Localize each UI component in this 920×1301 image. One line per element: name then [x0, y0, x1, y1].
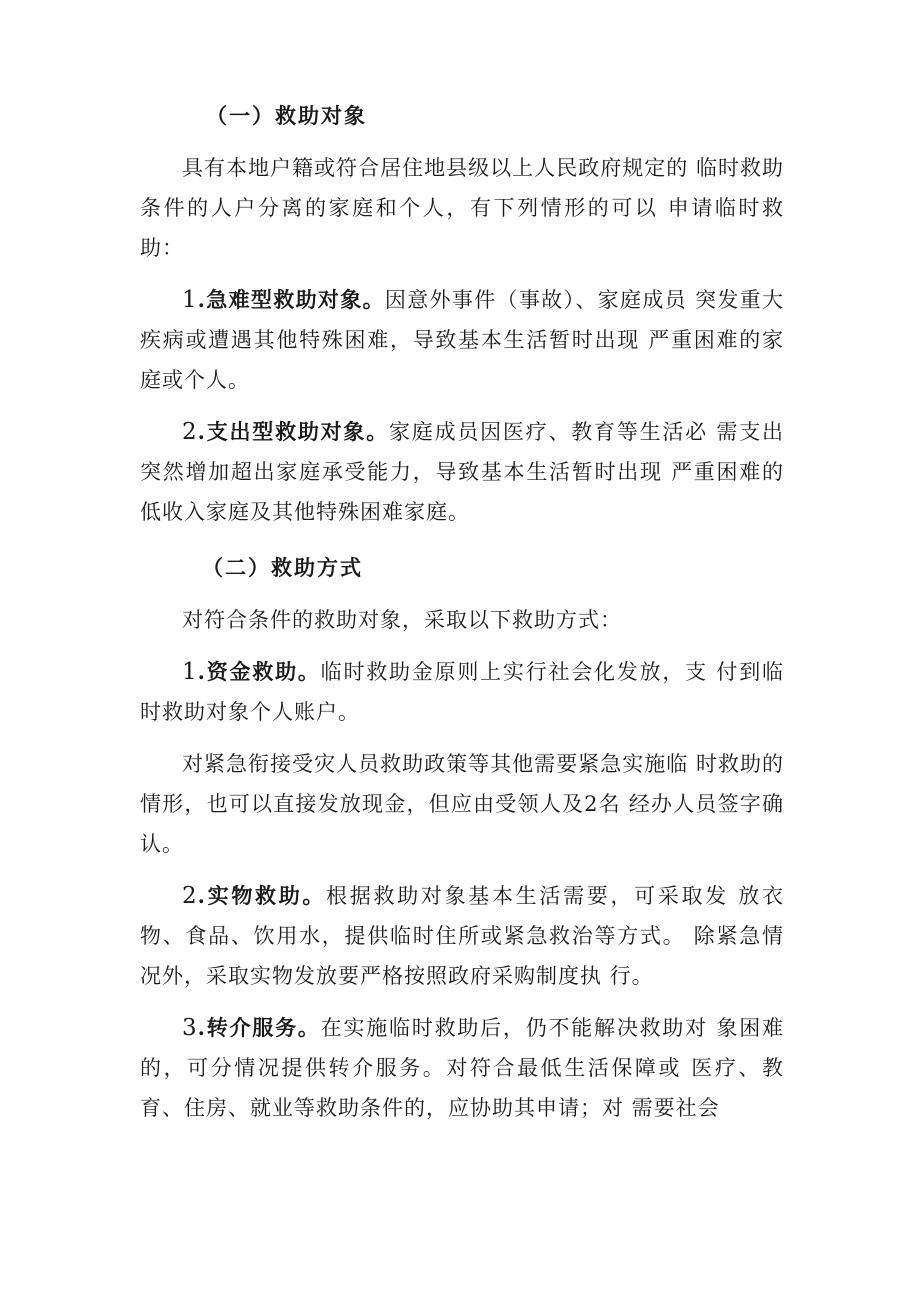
- paragraph-referral-service: [140, 1008, 784, 1128]
- item-text: 家庭成员因医疗、教育等生活必 需支出突然增加超出家庭承受能力，导致基本生活暂时出现 严重困难的低收入家庭及其他特殊困难家庭。: [140, 420, 784, 524]
- item-lead: [182, 419, 389, 444]
- item-title: .资金救助。: [197, 659, 321, 684]
- paragraph-methods-intro: 对符合条件的救助对象，采取以下救助方式：: [182, 608, 622, 632]
- item-lead: [182, 287, 385, 312]
- item-number: 2: [182, 419, 198, 445]
- item-number: 3: [182, 1015, 198, 1041]
- paragraph-cash-note: 对紧急衔接受灾人员救助政策等其他需要紧急实施临 时救助的情形，也可以直接发放现金，但应由受领人及2名 经办人员签字确认。: [140, 752, 784, 856]
- item-number: 1: [182, 287, 198, 313]
- item-lead: [182, 1015, 321, 1040]
- item-title: .急难型救助对象。: [197, 287, 385, 312]
- section-heading-methods: （二）救助方式: [202, 555, 363, 580]
- paragraph-in-kind-assistance: [140, 876, 784, 996]
- item-title: .支出型救助对象。: [197, 419, 389, 444]
- item-lead: [182, 659, 321, 684]
- item-text: 在实施临时救助后，仍不能解决救助对 象困难的，可分情况提供转介服务。对符合最低生活保障或 医疗、教育、住房、就业等救助条件的，应协助其申请；对 需要社会: [140, 1016, 784, 1120]
- item-text: 临时救助金原则上实行社会化发放，支 付到临时救助对象个人账户。: [140, 660, 784, 724]
- paragraph-emergency-type: [140, 280, 784, 400]
- paragraph-expenditure-type: [140, 412, 784, 532]
- item-text: 根据救助对象基本生活需要，可采取发 放衣物、食品、饮用水，提供临时住所或紧急救治等方式。 除紧急情况外，采取实物发放要严格按照政府采购制度执 行。: [140, 884, 784, 988]
- item-number: 1: [182, 659, 198, 685]
- item-text: 因意外事件（事故）、家庭成员 突发重大疾病或遭遇其他特殊困难，导致基本生活暂时出现 严重困难的家庭或个人。: [140, 288, 784, 392]
- item-lead: [182, 883, 326, 908]
- document-page: [140, 92, 784, 1140]
- paragraph-recipients-intro: 具有本地户籍或符合居住地县级以上人民政府规定的 临时救助条件的人户分离的家庭和个人，有下列情形的可以 申请临时救助：: [140, 156, 784, 260]
- section-heading-recipients: （一）救助对象: [206, 103, 367, 128]
- item-number: 2: [182, 883, 198, 909]
- item-title: .转介服务。: [197, 1015, 321, 1040]
- item-title: .实物救助。: [197, 883, 327, 908]
- paragraph-cash-assistance: [140, 652, 784, 732]
